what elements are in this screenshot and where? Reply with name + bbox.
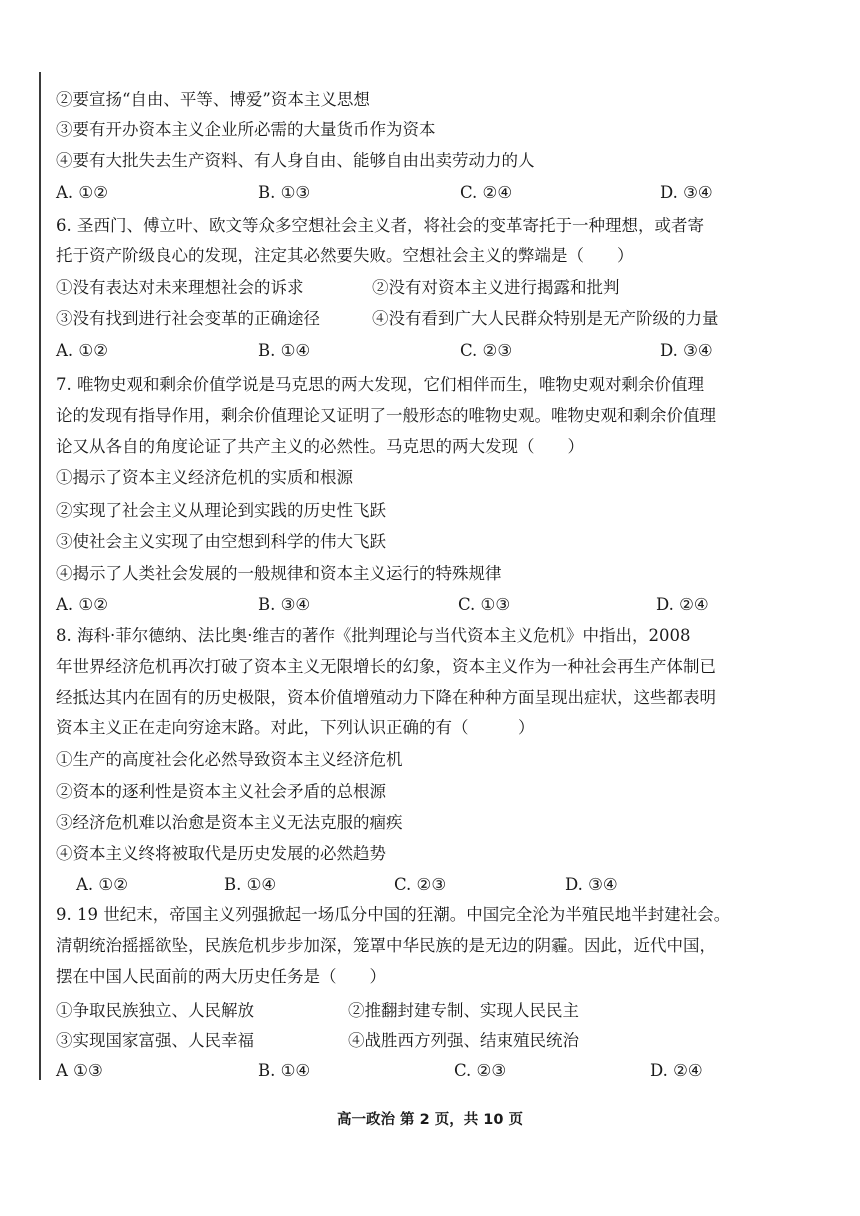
q8-option-d: D. ③④ <box>565 875 618 894</box>
q7-option-d: D. ②④ <box>656 595 709 614</box>
q7-option-c: C. ①③ <box>458 595 511 614</box>
q9-option-c: C. ②③ <box>454 1061 507 1080</box>
q8-item-1: ①生产的高度社会化必然导致资本主义经济危机 <box>56 750 403 769</box>
q6-item-3: ③没有找到进行社会变革的正确途径 <box>56 309 320 328</box>
q7-item-4: ④揭示了人类社会发展的一般规律和资本主义运行的特殊规律 <box>56 564 502 583</box>
q8-item-2: ②资本的逐利性是资本主义社会矛盾的总根源 <box>56 782 386 801</box>
q9-item-1: ①争取民族独立、人民解放 <box>56 1001 254 1020</box>
q8-option-a: A. ①② <box>76 875 128 894</box>
q8-stem-line-1: 8. 海科·菲尔德纳、法比奥·维吉的著作《批判理论与当代资本主义危机》中指出，2008 <box>56 626 691 645</box>
left-margin-rule <box>39 72 41 1080</box>
q6-stem-line-1: 6. 圣西门、傅立叶、欧文等众多空想社会主义者，将社会的变革寄托于一种理想，或者寄 <box>56 216 704 235</box>
q5-item-2: ②要宣扬“自由、平等、博爱”资本主义思想 <box>56 90 370 109</box>
q7-item-3: ③使社会主义实现了由空想到科学的伟大飞跃 <box>56 532 386 551</box>
q9-option-a: A ①③ <box>56 1061 103 1080</box>
q5-option-d: D. ③④ <box>660 183 713 202</box>
q7-item-2: ②实现了社会主义从理论到实践的历史性飞跃 <box>56 501 386 520</box>
q7-stem-line-1: 7. 唯物史观和剩余价值学说是马克思的两大发现，它们相伴而生，唯物史观对剩余价值理 <box>56 375 704 394</box>
q5-item-3: ③要有开办资本主义企业所必需的大量货币作为资本 <box>56 120 436 139</box>
q6-option-a: A. ①② <box>56 341 108 360</box>
q8-item-3: ③经济危机难以治愈是资本主义无法克服的痼疾 <box>56 813 403 832</box>
q6-stem-line-2: 托于资产阶级良心的发现，注定其必然要失败。空想社会主义的弊端是（ ） <box>56 246 634 265</box>
q7-stem-line-3: 论又从各自的角度论证了共产主义的必然性。马克思的两大发现（ ） <box>56 437 584 456</box>
q7-stem-line-2: 论的发现有指导作用，剩余价值理论又证明了一般形态的唯物史观。唯物史观和剩余价值理 <box>56 406 716 425</box>
q5-option-a: A. ①② <box>56 183 108 202</box>
q5-item-4: ④要有大批失去生产资料、有人身自由、能够自由出卖劳动力的人 <box>56 151 535 170</box>
q7-option-b: B. ③④ <box>258 595 311 614</box>
q6-item-1: ①没有表达对未来理想社会的诉求 <box>56 278 304 297</box>
q8-option-c: C. ②③ <box>394 875 447 894</box>
q8-stem-line-4: 资本主义正在走向穷途末路。对此，下列认识正确的有（ ） <box>56 718 535 737</box>
q9-stem-line-3: 摆在中国人民面前的两大历史任务是（ ） <box>56 967 386 986</box>
q9-item-2: ②推翻封建专制、实现人民民主 <box>348 1001 579 1020</box>
q5-option-c: C. ②④ <box>460 183 513 202</box>
q8-stem-line-3: 经抵达其内在固有的历史极限，资本价值增殖动力下降在种种方面呈现出症状，这些都表明 <box>56 688 716 707</box>
q9-option-b: B. ①④ <box>258 1061 311 1080</box>
q6-option-d: D. ③④ <box>660 341 713 360</box>
q9-item-4: ④战胜西方列强、结束殖民统治 <box>348 1031 579 1050</box>
q9-stem-line-1: 9. 19 世纪末，帝国主义列强掀起一场瓜分中国的狂潮。中国完全沦为半殖民地半封建社会。 <box>56 905 731 924</box>
q5-option-b: B. ①③ <box>258 183 311 202</box>
q9-stem-line-2: 清朝统治摇摇欲坠，民族危机步步加深，笼罩中华民族的是无边的阴霾。因此，近代中国， <box>56 936 716 955</box>
q6-item-4: ④没有看到广大人民群众特别是无产阶级的力量 <box>372 309 719 328</box>
page-footer: 高一政治 第 2 页，共 10 页 <box>336 1112 523 1128</box>
q8-option-b: B. ①④ <box>224 875 277 894</box>
q9-option-d: D. ②④ <box>650 1061 703 1080</box>
q7-option-a: A. ①② <box>56 595 108 614</box>
q9-item-3: ③实现国家富强、人民幸福 <box>56 1031 254 1050</box>
q6-option-b: B. ①④ <box>258 341 311 360</box>
q6-item-2: ②没有对资本主义进行揭露和批判 <box>372 278 620 297</box>
q8-item-4: ④资本主义终将被取代是历史发展的必然趋势 <box>56 844 386 863</box>
q8-stem-line-2: 年世界经济危机再次打破了资本主义无限增长的幻象，资本主义作为一种社会再生产体制已 <box>56 657 716 676</box>
q7-item-1: ①揭示了资本主义经济危机的实质和根源 <box>56 468 353 487</box>
q6-option-c: C. ②③ <box>460 341 513 360</box>
